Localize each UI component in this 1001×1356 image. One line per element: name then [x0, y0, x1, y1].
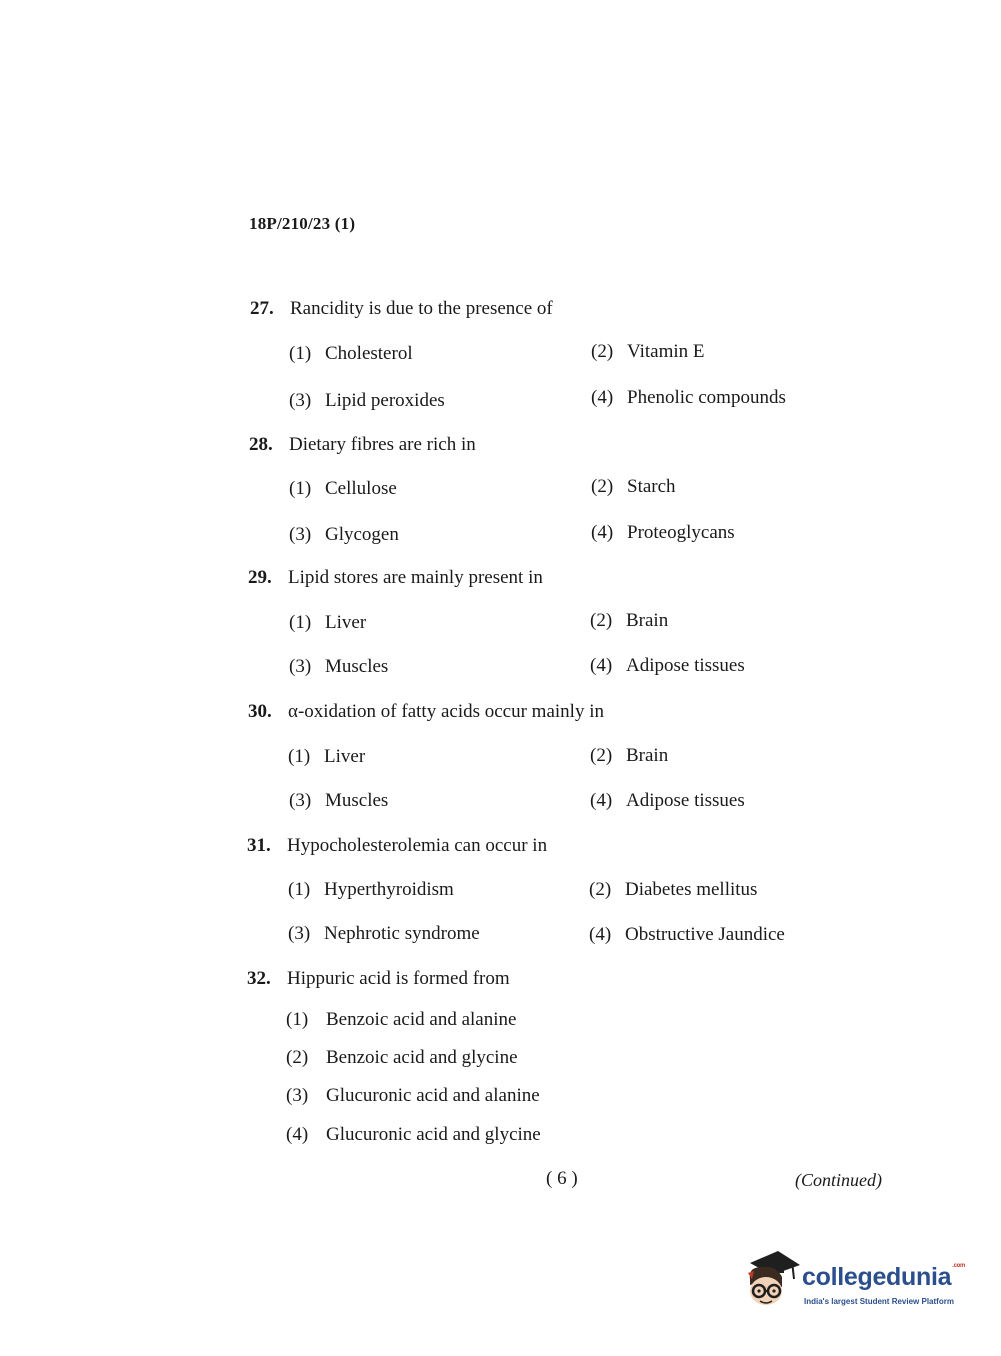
question-number: 32.: [247, 968, 271, 989]
logo-tagline: India's largest Student Review Platform: [804, 1297, 954, 1306]
page-number: ( 6 ): [546, 1168, 578, 1189]
option-1: (1) Cholesterol: [289, 343, 413, 364]
collegedunia-logo: [742, 1249, 972, 1319]
option-4: (4) Glucuronic acid and glycine: [286, 1124, 541, 1145]
option-1: (1) Hyperthyroidism: [288, 879, 454, 900]
question-stem: Lipid stores are mainly present in: [288, 567, 543, 588]
option-1: (1) Liver: [289, 612, 367, 633]
option-2: (2) Brain: [590, 745, 669, 766]
question-stem: Rancidity is due to the presence of: [290, 298, 553, 319]
question-stem: Hypocholesterolemia can occur in: [287, 835, 548, 856]
logo-wordmark: collegedunia: [802, 1263, 952, 1291]
option-4: (4) Adipose tissues: [590, 655, 745, 676]
continued-note: (Continued): [795, 1170, 882, 1190]
option-4: (4) Phenolic compounds: [591, 387, 786, 408]
option-4: (4) Adipose tissues: [590, 790, 745, 811]
option-3: (3) Glucuronic acid and alanine: [286, 1085, 540, 1106]
question-stem: Dietary fibres are rich in: [289, 434, 476, 455]
question-number: 30.: [248, 701, 272, 722]
option-1: (1) Cellulose: [289, 478, 397, 499]
logo-suffix: .com: [952, 1263, 966, 1269]
option-3: (3) Nephrotic syndrome: [288, 923, 480, 944]
question-number: 29.: [248, 567, 272, 588]
option-3: (3) Muscles: [289, 790, 389, 811]
option-2: (2) Brain: [590, 610, 669, 631]
question-stem: α-oxidation of fatty acids occur mainly in: [288, 701, 604, 722]
option-2: (2) Starch: [591, 476, 676, 497]
question-number: 28.: [249, 434, 273, 455]
option-4: (4) Proteoglycans: [591, 522, 735, 543]
option-2: (2) Benzoic acid and glycine: [286, 1047, 518, 1068]
option-2: (2) Diabetes mellitus: [589, 879, 758, 900]
option-3: (3) Lipid peroxides: [289, 390, 445, 411]
option-4: (4) Obstructive Jaundice: [589, 924, 785, 945]
question-stem: Hippuric acid is formed from: [287, 968, 510, 989]
question-number: 31.: [247, 835, 271, 856]
paper-code: 18P/210/23 (1): [249, 214, 356, 233]
mascot-icon: [742, 1249, 802, 1309]
option-2: (2) Vitamin E: [591, 341, 705, 362]
option-1: (1) Benzoic acid and alanine: [286, 1009, 517, 1030]
option-3: (3) Glycogen: [289, 524, 399, 545]
question-number: 27.: [250, 298, 274, 319]
option-1: (1) Liver: [288, 746, 366, 767]
option-3: (3) Muscles: [289, 656, 389, 677]
